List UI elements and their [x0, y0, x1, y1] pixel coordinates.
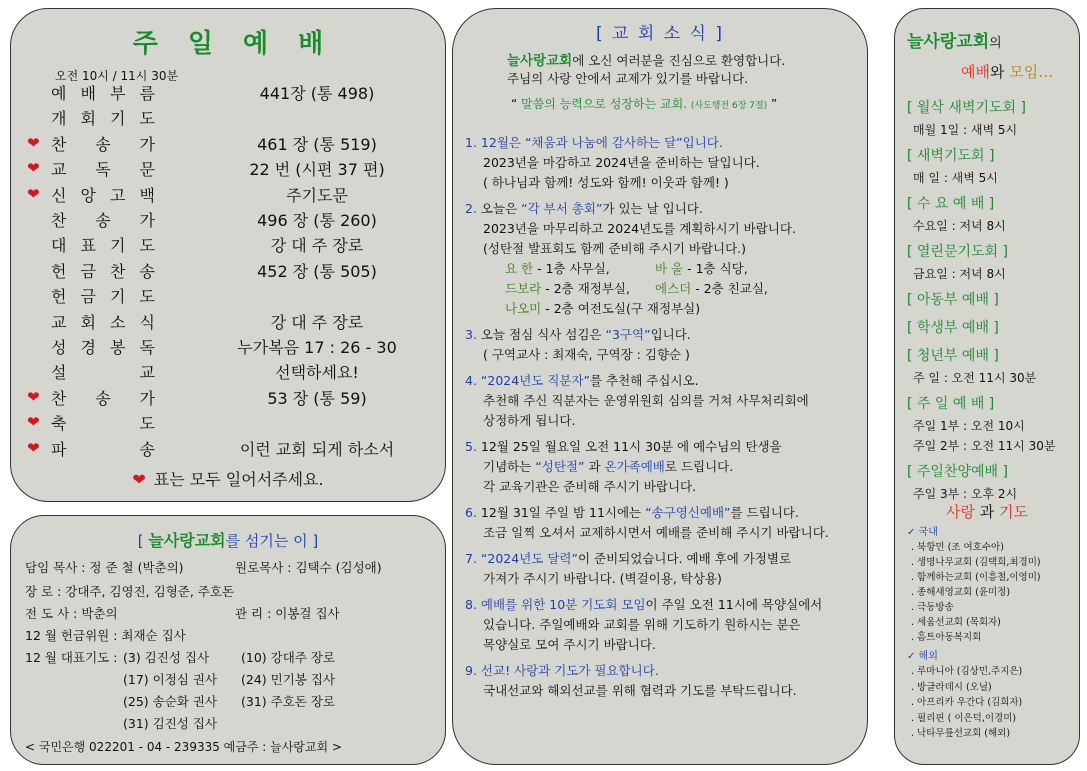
- worship-order-row: [27, 284, 437, 309]
- room-assignment: 바 울 - 1층 식당,: [655, 261, 748, 276]
- order-item-name: 찬 송 가: [51, 388, 155, 408]
- order-item-name: 성 경 봉 독: [51, 338, 155, 357]
- meeting-time: 매월 1일 : 새벽 5시: [913, 123, 1018, 137]
- order-item-name: 교 회 소 식: [51, 312, 155, 332]
- order-item-detail: 461 장 (통 519): [257, 134, 377, 154]
- order-item-detail: 452 장 (통 505): [257, 261, 377, 281]
- meeting-title: [ 월삭 새벽기도회 ]: [907, 100, 1026, 116]
- prayer-entry: (31) 김진성 집사: [123, 716, 217, 731]
- news-item-1-line: 2023년을 마감하고 2024년을 준비하는 달입니다.: [483, 155, 760, 170]
- meetings-subheading: 예배와 모임…: [961, 63, 1054, 81]
- order-item-detail: 누가복음 17 : 26 - 30: [237, 338, 397, 357]
- meeting-title: [ 학생부 예배 ]: [907, 320, 999, 336]
- worship-time: 오전 10시 / 11시 30분: [55, 69, 179, 83]
- manager: 관 리 : 이봉걸 집사: [235, 606, 340, 621]
- order-item-detail: 53 장 (통 59): [267, 388, 367, 408]
- order-item-name: 찬 송 가: [51, 134, 155, 154]
- senior-pastor: 담임 목사 : 정 준 철 (박춘의): [25, 560, 184, 575]
- order-item-name: 대 표 기 도: [51, 236, 155, 256]
- order-item-detail: 주기도문: [286, 185, 348, 205]
- mission-item: . 흠트아동복지회: [911, 632, 982, 643]
- order-item-detail: 강 대 주 장로: [270, 236, 364, 256]
- order-item-name: 신 앙 고 백: [51, 185, 155, 205]
- news-item-2-line: 2023년을 마무리하고 2024년도를 계획하시기 바랍니다.: [483, 221, 796, 236]
- meeting-title: [ 아동부 예배 ]: [907, 292, 999, 308]
- worship-order-panel: [10, 8, 446, 502]
- order-item-name: 헌 금 찬 송: [51, 261, 155, 281]
- order-item-name: 개 회 기 도: [51, 109, 155, 129]
- heart-icon: ❤: [27, 133, 40, 152]
- prayer-entry: (31) 주호돈 장로: [241, 694, 335, 709]
- news-item-5-line: 각 교육기관은 준비해 주시기 바랍니다.: [483, 479, 697, 494]
- church-name: 늘사랑교회: [148, 531, 226, 550]
- meeting-time: 수요일 : 저녁 8시: [913, 219, 1006, 233]
- church-name: 늘사랑교회: [907, 32, 990, 52]
- worship-order-row: [27, 157, 437, 182]
- heart-icon: ❤: [132, 470, 146, 489]
- prayer-label: 12 월 대표기도 :: [25, 650, 118, 665]
- church-news-panel: [452, 8, 868, 765]
- news-item-3: 3. 오늘 점심 식사 섬김은 “3구역”입니다.: [465, 327, 691, 342]
- prayer-entry: (25) 송순화 권사: [123, 694, 217, 709]
- room-assignment: 요 한 - 1층 사무실,: [505, 261, 610, 276]
- news-item-8-line: 있습니다. 주일예배와 교회를 위해 기도하기 원하시는 분은: [483, 617, 801, 632]
- worship-order-row: [27, 310, 437, 335]
- room-assignment: 나오미 - 2층 여전도실(구 재정부실): [505, 301, 701, 316]
- news-item-7: 7. “2024년도 달력”이 준비되었습니다. 예배 후에 가정별로: [465, 551, 792, 566]
- welcome-line: 늘사랑교회에 오신 여러분을 진심으로 환영합니다.: [507, 53, 786, 69]
- news-item-4-line: 추천해 주신 직분자는 운영위원회 심의를 거쳐 사무처리회에: [483, 393, 809, 408]
- news-item-6-line: 조금 일찍 오셔서 교제하시면서 예배를 준비해 주시기 바랍니다.: [483, 525, 829, 540]
- meeting-time: 주 일 : 오전 11시 30분: [913, 371, 1037, 385]
- stand-note: [11, 467, 445, 490]
- prayer-entry: (17) 이정심 권사: [123, 672, 217, 687]
- foreign-missions-label: ✓ 해외: [907, 651, 938, 662]
- prayer-entry: (3) 김진성 집사: [123, 650, 210, 665]
- mission-item: . 루마니아 (김상민,주지은): [911, 666, 1023, 677]
- news-item-5: 5. 12월 25일 월요일 오전 11시 30분 에 예수님의 탄생을: [465, 439, 782, 454]
- domestic-missions-label: ✓ 국내: [907, 527, 938, 538]
- offering-committee: 12 월 헌금위원 : 최재순 집사: [25, 628, 186, 643]
- worship-order-row: [27, 335, 437, 360]
- news-item-1: 1. 12월은 “채움과 나눔에 감사하는 달”입니다.: [465, 135, 723, 150]
- news-title: [ 교 회 소 식 ]: [596, 24, 724, 44]
- order-item-name: 찬 송 가: [51, 211, 155, 230]
- worship-order-row: [27, 437, 437, 462]
- order-item-detail: 강 대 주 장로: [270, 312, 364, 332]
- elders: 장 로 : 강대주, 김영진, 김형준, 주호돈: [25, 584, 235, 599]
- mission-item: . 종해새영교회 (윤미정): [911, 587, 1011, 598]
- meeting-title: [ 주 일 예 배 ]: [907, 396, 995, 412]
- order-item-detail: 선택하세요!: [275, 363, 359, 383]
- news-item-6: 6. 12월 31일 주일 밤 11시에는 “송구영신예배”를 드립니다.: [465, 505, 799, 520]
- mission-item: . 극동방송: [911, 602, 954, 613]
- meeting-time: 금요일 : 저녁 8시: [913, 267, 1006, 281]
- worship-title: 주일예배: [132, 29, 354, 59]
- worship-order-row: [27, 386, 437, 411]
- order-item-detail: 441장 (통 498): [259, 84, 375, 103]
- meeting-title: [ 주일찬양예배 ]: [907, 464, 1008, 480]
- worship-order-row: [27, 259, 437, 284]
- heart-icon: ❤: [27, 413, 40, 432]
- news-item-9-line: 국내선교와 해외선교를 위해 협력과 기도를 부탁드립니다.: [483, 683, 797, 698]
- order-item-detail: 496 장 (통 260): [257, 211, 377, 230]
- meeting-time: 매 일 : 새벽 5시: [913, 171, 998, 185]
- mission-item: . 필리핀 ( 이은덕,이경미): [911, 712, 1017, 724]
- mission-item: . 북항민 (조 여호수아): [911, 542, 1004, 553]
- mission-item: . 낙타무릎선교회 (해외): [911, 728, 1011, 739]
- meeting-title: [ 수 요 예 배 ]: [907, 196, 995, 212]
- worship-order-row: [27, 132, 437, 157]
- order-item-name: 축 도: [51, 414, 155, 434]
- worship-order-row: [27, 208, 437, 233]
- order-item-detail: 이런 교회 되게 하소서: [239, 439, 395, 459]
- meeting-title: [ 열린문기도회 ]: [907, 244, 1008, 260]
- evangelist: 전 도 사 : 박춘의: [25, 606, 118, 621]
- meetings-panel: [894, 8, 1080, 765]
- room-assignment: 에스더 - 2층 친교실,: [655, 281, 768, 296]
- order-item-name: 설 교: [51, 363, 155, 383]
- news-item-5-line: 기념하는 “성탄절” 과 온가족예배로 드립니다.: [483, 459, 734, 474]
- elder-pastor: 원로목사 : 김택수 (김성애): [235, 560, 382, 575]
- church-motto: “ 말씀의 능력으로 성장하는 교회. (사도행전 6장 7절) ”: [511, 97, 778, 111]
- heart-icon: ❤: [27, 387, 40, 406]
- worship-order-row: [27, 360, 437, 385]
- news-item-8-line: 목양실로 모여 주시기 바랍니다.: [483, 637, 656, 652]
- news-item-4-line: 상정하게 됩니다.: [483, 413, 576, 428]
- news-item-3-line: ( 구역교사 : 최재숙, 구역장 : 김향순 ): [483, 347, 690, 362]
- prayer-entry: (24) 민기봉 집사: [241, 672, 335, 687]
- prayer-entry: (10) 강대주 장로: [241, 650, 335, 665]
- worship-order-row: [27, 233, 437, 258]
- mission-item: . 함께하는교회 (이흥철,이영미): [911, 572, 1041, 583]
- stand-note-text: 표는 모두 일어서주세요.: [153, 470, 324, 489]
- staff-panel: [10, 515, 446, 765]
- mission-item: . 생명나무교회 (김택희,최경미): [911, 557, 1041, 568]
- staff-title: [ 늘사랑교회를 섬기는 이 ]: [137, 531, 319, 550]
- order-item-name: 파 송: [51, 439, 155, 459]
- mission-item: . 아프리카 우간다 (김희자): [911, 697, 1023, 708]
- mission-item: . 방글라데시 (오닐): [911, 681, 992, 693]
- meeting-time: 주일 1부 : 오전 10시: [913, 419, 1025, 433]
- heart-icon: ❤: [27, 438, 40, 457]
- love-and-prayer-heading: 사랑 과 기도: [946, 503, 1028, 521]
- meeting-title: [ 새벽기도회 ]: [907, 148, 995, 164]
- order-item-detail: 22 번 (시편 37 편): [249, 160, 385, 180]
- news-item-9: 9. 선교! 사랑과 기도가 필요합니다.: [465, 663, 659, 678]
- worship-order-row: [27, 106, 437, 131]
- news-item-2: 2. 오늘은 “각 부서 총회”가 있는 날 입니다.: [465, 201, 703, 216]
- meeting-time: 주일 3부 : 오후 2시: [913, 487, 1018, 501]
- news-item-7-line: 가져가 주시기 바랍니다. (벽걸이용, 탁상용): [483, 571, 722, 586]
- news-item-8: 8. 예배를 위한 10분 기도회 모임이 주일 오전 11시에 목양실에서: [465, 597, 823, 612]
- church-name: 늘사랑교회: [507, 53, 573, 69]
- news-item-2-line: (성탄절 발표회도 함께 준비해 주시기 바랍니다.): [483, 241, 747, 256]
- bank-account: < 국민은행 022201 - 04 - 239335 예금주 : 늘사랑교회 >: [25, 740, 342, 754]
- mission-item: . 세움선교회 (목회자): [911, 617, 1001, 628]
- worship-order-row: [27, 183, 437, 208]
- heart-icon: ❤: [27, 159, 40, 178]
- meetings-heading: 늘사랑교회의: [907, 32, 1002, 52]
- meeting-title: [ 청년부 예배 ]: [907, 348, 999, 364]
- news-item-4: 4. “2024년도 직분자”를 추천해 주십시오.: [465, 373, 699, 388]
- heart-icon: ❤: [27, 184, 40, 203]
- motto-reference: (사도행전 6장 7절): [690, 101, 768, 111]
- order-item-name: 헌 금 기 도: [51, 287, 155, 307]
- worship-order-row: [27, 81, 437, 106]
- order-item-name: 교 독 문: [51, 160, 155, 180]
- meeting-time: 주일 2부 : 오전 11시 30분: [913, 439, 1056, 453]
- welcome-line-2: 주님의 사랑 안에서 교제가 있기를 바랍니다.: [507, 71, 749, 86]
- room-assignment: 드보라 - 2층 재정부실,: [505, 281, 630, 296]
- news-item-1-line: ( 하나님과 함께! 성도와 함께! 이웃과 함께! ): [483, 175, 729, 190]
- order-item-name: 예 배 부 름: [51, 84, 155, 103]
- worship-order-row: [27, 411, 437, 436]
